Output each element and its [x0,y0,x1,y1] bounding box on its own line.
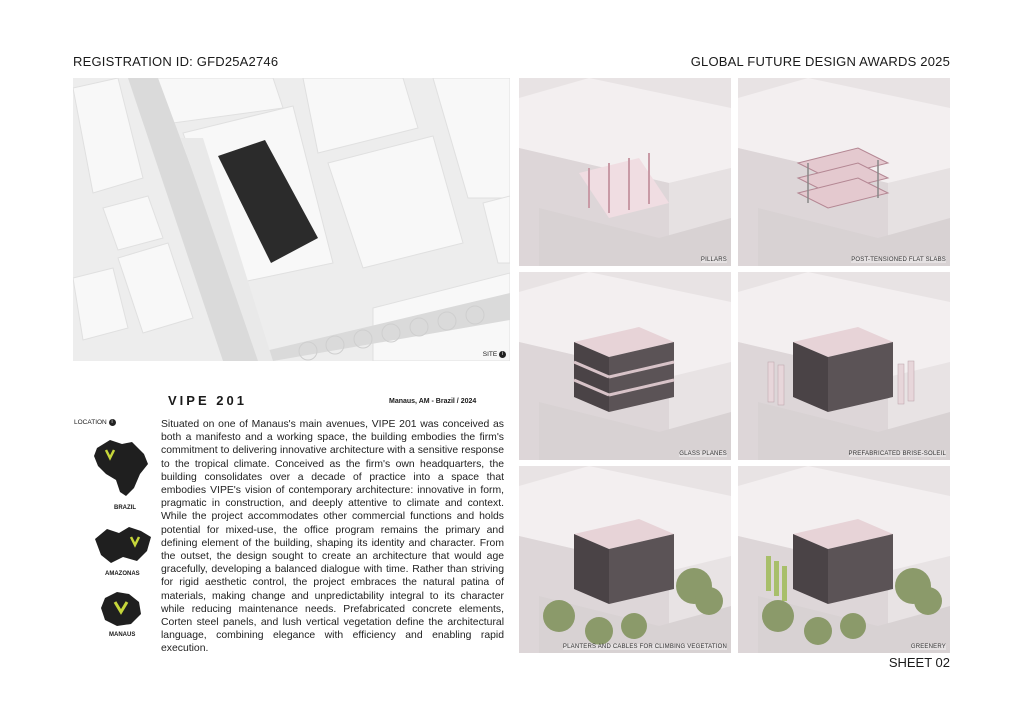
sheet-number: SHEET 02 [888,655,950,670]
amazonas-map [93,523,153,567]
glass-planes-render [519,272,731,460]
map-label-manaus: MANAUS [109,632,136,638]
amazonas-shape [93,523,153,567]
location-label: LOCATION [74,419,107,427]
map-label-amazonas: AMAZONAS [105,571,140,577]
panel-greenery [738,466,950,653]
manaus-shape [97,590,145,628]
site-label: SITE [482,351,498,358]
brazil-map [92,436,150,504]
panel-label: PLANTERS AND CABLES FOR CLIMBING VEGETATION [562,644,727,650]
panel-planters [519,466,731,653]
award-title: GLOBAL FUTURE DESIGN AWARDS 2025 [690,54,950,69]
panel-label: GREENERY [910,644,946,650]
panel-label: POST-TENSIONED FLAT SLABS [851,257,946,263]
panel-label: GLASS PLANES [679,451,727,457]
pillars-render [519,78,731,266]
brazil-shape [92,436,150,500]
project-location: Manaus, AM - Brazil / 2024 [389,398,477,405]
map-label-brazil: BRAZIL [114,505,136,511]
manaus-map [97,590,145,628]
project-description: Situated on one of Manaus's main avenues, VIPE 201 was conceived as both a manifesto and a working space, the building embodies the firm's commitment to delivering innovative architecture with a sensitive response to the tropical climate. Conceived as the firm's own headquarters, the building consolidates over a decade of practice into a space that embodies VIPE's vision of contemporary architecture: innovative in form, pragmatic in construction, and deeply attentive to climate and context. While the project accommodates other commercial functions and holds potential for mixed-use, the office program remains the primary and defining element of the building, shaping its identity and character. From the outset, the design sought to create an architecture that would age gracefully, developing a balanced dialogue with time. Rather than striving for rigid aesthetic control, the project embraces the natural patina of materials, making change and unpredictability integral to its character while reducing maintenance needs. Prefabricated concrete elements, Corten steel panels, and lush vertical vegetation define the architectural language, combining elegance with efficiency and enabling rapid execution. [161,419,504,655]
site-plan [73,78,510,361]
flat-slabs-render [738,78,950,266]
greenery-render [738,466,950,653]
panel-flat-slabs [738,78,950,266]
info-icon: i [499,351,506,358]
panel-brise-soleil [738,272,950,460]
site-plan-drawing [73,78,510,361]
panel-label: PILLARS [700,257,727,263]
info-icon: i [109,419,116,426]
brise-soleil-render [738,272,950,460]
panel-label: PREFABRICATED BRISE-SOLEIL [848,451,946,457]
registration-id: REGISTRATION ID: GFD25A2746 [73,54,279,69]
panel-pillars [519,78,731,266]
project-title: VIPE 201 [168,393,247,408]
panel-glass-planes [519,272,731,460]
planters-render [519,466,731,653]
